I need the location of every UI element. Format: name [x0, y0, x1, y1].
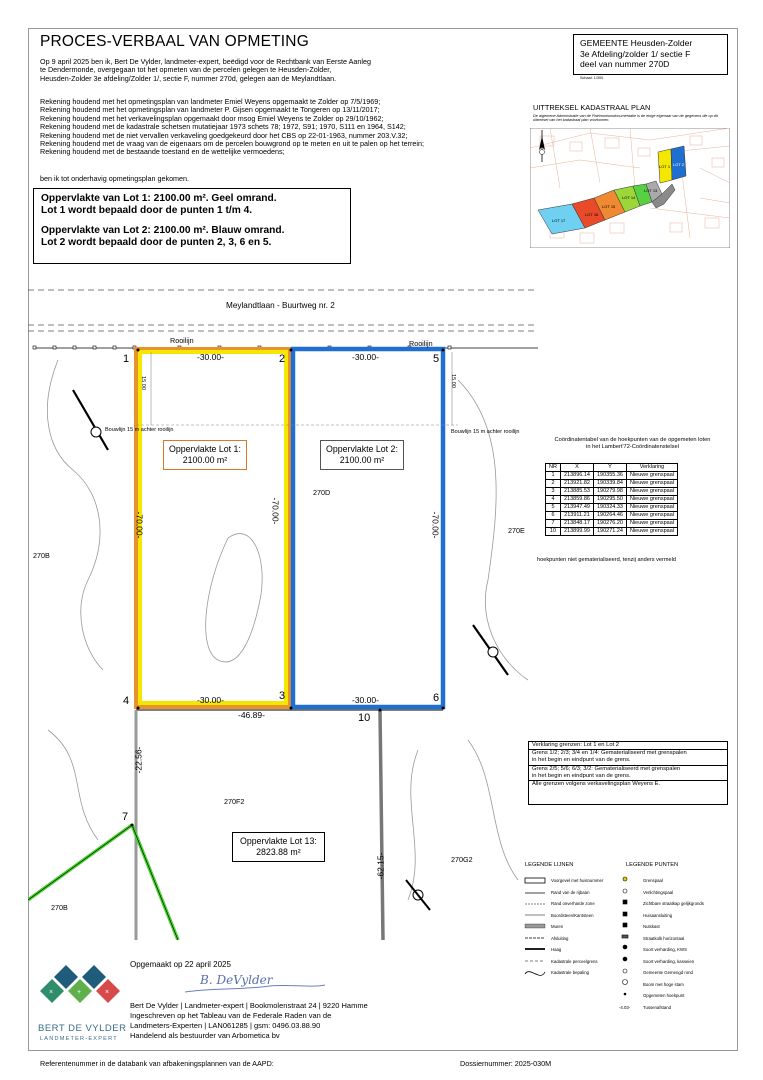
gemeente-box [573, 34, 728, 75]
legend-item: Nutskast [643, 924, 660, 929]
kadaster-lot-label: LOT 16 [585, 212, 599, 217]
table-cell: 7 [546, 520, 561, 528]
lot-summary-line: Lot 1 wordt bepaald door de punten 1 t/m 4. [41, 205, 253, 216]
legend-points-list [643, 875, 704, 1013]
table-row [546, 472, 678, 480]
table-cell: Nieuwe grenspaal [626, 528, 677, 536]
table-cell: 5 [546, 504, 561, 512]
kadaster-lot-label: LOT 13 [644, 188, 658, 193]
kadaster-lot-label: LOT 15 [602, 204, 616, 209]
legend-item: Haag [551, 947, 562, 952]
point-number: 10 [358, 712, 371, 724]
coord-title-line: in het Lambert'72-Coördinatenstelsel [586, 444, 679, 450]
legend-item: Soort verharding, KWS [643, 947, 687, 952]
table-cell: Nieuwe grenspaal [626, 504, 677, 512]
svg-text:×: × [49, 989, 54, 996]
point-number: 3 [279, 690, 286, 702]
table-row [546, 528, 678, 536]
agreement-text: ben ik tot onderhavig opmetingsplan gekomen. [40, 174, 190, 183]
dimension-label: -30.00- [352, 352, 379, 362]
legend-item: Boordsteen/Kantsteen [551, 912, 594, 918]
gemeente-line: deel van nummer 270D [580, 59, 670, 69]
legend-item: Boom met hoge stam [643, 981, 684, 987]
table-cell: 190279.98 [593, 488, 626, 496]
document-title: PROCES-VERBAAL VAN OPMETING [40, 33, 309, 50]
table-row [546, 496, 678, 504]
dimension-label: -30.00- [197, 695, 224, 705]
table-cell: 213947.49 [560, 504, 593, 512]
scale-label: Schaal: 1/300 [580, 76, 604, 80]
table-cell: 213921.82 [560, 480, 593, 488]
lot-label-line: 2100.00 m² [182, 455, 228, 465]
table-cell: Nieuwe grenspaal [626, 472, 677, 480]
kadaster-lot-label: LOT 2 [673, 162, 685, 167]
company-logo [40, 965, 120, 1013]
table-cell: 190271.24 [593, 528, 626, 536]
legend-item: Voorgevel met huisnummer [551, 878, 604, 883]
table-cell: 190276.20 [593, 520, 626, 528]
parcel-label: 270B [33, 551, 50, 560]
bouwlijn-label: Bouwlijn 15 m achter rooilijn [105, 427, 174, 433]
table-cell: 190355.36 [593, 472, 626, 480]
point-number: 2 [279, 353, 286, 365]
reference-line: Rekening houdend met het verkavelingsplan opgemaakt door msog Emiel Weyens te Zolder op 29/10/1962; [40, 113, 384, 123]
rooilijn-label: Rooilijn [409, 339, 433, 348]
explanation-line: Grens 1/2; 2/3; 3/4 en 1/4: Gematerialiseerd met grenspalen [532, 750, 687, 757]
coord-table-note: hoekpunten niet gematerialiseerd, tenzij anders vermeld [537, 557, 676, 563]
point-number: 6 [433, 692, 440, 704]
legend-item: Tussenafstand [643, 1004, 672, 1010]
dimension-label: -70.00- [430, 511, 441, 539]
boundary-explanation [528, 741, 728, 805]
table-row [546, 480, 678, 488]
table-cell: 213885.53 [560, 488, 593, 496]
lot-label-line: Oppervlakte Lot 1: [169, 444, 241, 454]
point-number: 5 [433, 353, 440, 365]
contact-line: Landmeters-Experten | LAN061285 | gsm: 0496.03.88.90 [130, 1021, 321, 1030]
lot2-area-label [320, 440, 404, 470]
table-cell: 213848.17 [560, 520, 593, 528]
table-cell: Nieuwe grenspaal [626, 496, 677, 504]
gemeente-line: 3e Afdeling/zolder 1/ sectie F [580, 48, 691, 59]
explanation-cell [529, 750, 727, 765]
dimension-label: -62.15- [375, 852, 386, 880]
parcel-label: 270D [313, 488, 331, 497]
legend-item: Zichtbare straatkap gelijkgronds [643, 901, 704, 906]
lot-summary-line: Lot 2 wordt bepaald door de punten 2, 3, 6 en 5. [41, 237, 272, 248]
legend-item: Rand onverharde zone [551, 901, 595, 906]
table-cell: 213911.21 [560, 512, 593, 520]
kadaster-subtitle: De algemene Administratie van de Patrimoniumdocumentatie is de enige eigenaar van de gegevens die op dit uittreksel van het kadastraal plan voorkomen. [533, 114, 718, 123]
coord-title-line: Coördinatentabel van de hoekpunten van de opgemeten loten [554, 437, 711, 443]
legend-points-title: LEGENDE PUNTEN [626, 862, 679, 868]
table-header: Verklaring [626, 464, 677, 472]
parcel-label: 270E [508, 526, 525, 535]
signature-image [180, 970, 330, 1000]
table-header: X [560, 464, 593, 472]
lot-label-line: 2100.00 m² [339, 455, 385, 465]
footer-dossier: Dossiernummer: 2025-030M [460, 1059, 552, 1068]
logo-name: BERT DE VYLDER [38, 1023, 127, 1034]
parcel-label: 270B [51, 903, 68, 912]
table-cell: 213859.86 [560, 496, 593, 504]
table-cell: Nieuwe grenspaal [626, 512, 677, 520]
legend-item: Opgemeten hoekpunt [643, 993, 685, 998]
reference-line: Rekening houdend met de niet vervallen verkaveling goedgekeurd door het CBS op 22-01-1963, nummer 203.V.32; [40, 130, 408, 140]
legend-lines-list [551, 875, 603, 979]
table-cell: 2 [546, 480, 561, 488]
kadaster-title: UITTREKSEL KADASTRAAL PLAN [533, 103, 651, 112]
table-cell: 1 [546, 472, 561, 480]
coordinate-table [545, 463, 678, 536]
dimension-label: -30.00- [197, 352, 224, 362]
dimension-label: -30.00- [352, 695, 379, 705]
table-header-row [546, 464, 678, 472]
street-name: Meylandtlaan - Buurtweg nr. 2 [226, 301, 335, 310]
table-row [546, 512, 678, 520]
dimension-label: -22.56- [133, 746, 144, 774]
table-header: NR [546, 464, 561, 472]
surveyor-contact [130, 1001, 420, 1041]
legend-item: Muren [551, 924, 564, 929]
table-header: Y [593, 464, 626, 472]
table-cell: 213899.99 [560, 528, 593, 536]
lot13-area-label [232, 832, 325, 862]
lot-summary-box [33, 188, 351, 264]
bouwlijn-label: Bouwlijn 15 m achter rooilijn [451, 429, 520, 435]
legend-lines-title: LEGENDE LIJNEN [525, 862, 574, 868]
table-cell: 190339.84 [593, 480, 626, 488]
made-on-date: Opgemaakt op 22 april 2025 [130, 960, 231, 969]
table-cell: 3 [546, 488, 561, 496]
lot-summary-line: Oppervlakte van Lot 1: 2100.00 m². Geel omrand. [41, 193, 277, 204]
dimension-label: 15.00 [449, 374, 456, 388]
kadaster-lot-label: LOT 1 [659, 164, 671, 169]
legend-item: Soort verharding, kasseien [643, 958, 695, 964]
legend-item: Grenspaal [643, 878, 663, 883]
explanation-line: in het begin en eindpunt van de grens. [532, 757, 631, 764]
tussenafstand-symbol: -4.03- [619, 1005, 631, 1010]
table-row [546, 520, 678, 528]
kadaster-lot-label: LOT 14 [622, 195, 636, 200]
table-cell: 6 [546, 512, 561, 520]
intro-line: Op 9 april 2025 ben ik, Bert De Vylder, landmeter-expert, beëdigd voor de Rechtbank van Eerste Aanleg [40, 57, 371, 66]
footer-reference: Referentenummer in de databank van afbakeningsplannen van de AAPD: [40, 1059, 274, 1068]
reference-line: Rekening houdend met de bestaande toestand en de wettelijke vermoedens; [40, 147, 285, 157]
reference-line: Rekening houdend met het opmetingsplan van landmeter P. Gijsen opgemaakt te Tongeren op 13/11/2017; [40, 105, 380, 115]
lot-label-line: Oppervlakte Lot 2: [326, 444, 398, 454]
legend-item: Kadastrale perceelgrens [551, 958, 598, 964]
legend-points-symbols [619, 874, 639, 1019]
explanation-line: Verklaring grenzen: Lot 1 en Lot 2 [529, 742, 727, 750]
legend-item: Verlichtingspaal [643, 889, 674, 895]
dimension-label: -46.89- [238, 710, 265, 720]
parcel-label: 270F2 [224, 797, 245, 806]
explanation-line: Grens 2/5; 5/6; 6/3; 3/2: Gematerialiseerd met grenspalen [532, 765, 681, 772]
reference-line: Rekening houdend met de vraag van de eigenaars om de percelen bouwgrond op te meten en uit te palen op het terrein; [40, 139, 424, 149]
dimension-label: 15.00 [139, 376, 146, 390]
contact-line: Handelend als bestuurder van Arbometica bv [130, 1031, 280, 1040]
table-cell: 190295.50 [593, 496, 626, 504]
explanation-line: in het begin en eindpunt van de grens. [532, 772, 631, 779]
intro-line: te Dendermonde, overgegaan tot het opmeten van de percelen gelegen te Heusden-Zolder, [40, 65, 332, 75]
explanation-cell [529, 766, 727, 781]
table-cell: Nieuwe grenspaal [626, 480, 677, 488]
reference-line: Rekening houdend met de kadastrale schetsen mutatiejaar 1973 schets 78; 1972, S91; 1970, S111 en 1964, S142; [40, 122, 406, 132]
svg-text:+: + [77, 989, 82, 996]
legend-lines-symbols [522, 874, 552, 986]
table-cell: 190264.46 [593, 512, 626, 520]
table-row [546, 504, 678, 512]
table-cell: 4 [546, 496, 561, 504]
kadaster-map [530, 128, 730, 248]
lot1-area-label [163, 440, 247, 470]
dimension-label: -70.00- [134, 511, 145, 539]
table-cell: 10 [546, 528, 561, 536]
kadaster-lot-label: LOT 17 [552, 218, 566, 223]
table-cell: 213896.14 [560, 472, 593, 480]
reference-line: Rekening houdend met het opmetingsplan van landmeter Emiel Weyens opgemaakt te Zolder op 7/5/1969; [40, 97, 381, 106]
table-cell: 190324.33 [593, 504, 626, 512]
dimension-label: -70.00- [270, 497, 281, 525]
point-number: 4 [123, 695, 130, 707]
references-list [40, 98, 510, 157]
contact-line: Bert De Vylder | Landmeter-expert | Bookmolenstraat 24 | 9220 Hamme [130, 1001, 368, 1010]
point-number: 7 [122, 811, 129, 823]
logo-subtitle: LANDMETER-EXPERT [40, 1036, 118, 1042]
intro-text [40, 58, 510, 83]
gemeente-line: GEMEENTE Heusden-Zolder [580, 38, 693, 48]
point-number: 1 [123, 353, 130, 365]
legend-item: Gemeente Gemengd rond [643, 970, 693, 975]
table-row [546, 488, 678, 496]
rooilijn-label: Rooilijn [170, 336, 194, 345]
signature-text: B. DeVylder [200, 973, 273, 987]
legend-item: Huisaansluiting [643, 912, 673, 918]
coord-table-title [535, 437, 730, 451]
svg-text:×: × [105, 989, 110, 996]
explanation-line: Alle grenzen volgens verkavelingsplan Weyens E. [532, 781, 661, 788]
lot-label-line: Oppervlakte Lot 13: [240, 836, 317, 846]
legend-item: Rand van de rijbaan [551, 889, 590, 895]
lot-label-line: 2823.88 m² [256, 847, 301, 857]
legend-item: Straatkolk horizontaal [643, 935, 685, 941]
legend-item: Kadastrale bepaling [551, 970, 589, 975]
intro-line: Heusden-Zolder 3e afdeling/Zolder 1/, sectie F, nummer 270d, gelegen aan de Meylandtlaan. [40, 73, 337, 83]
table-cell: Nieuwe grenspaal [626, 488, 677, 496]
legend-item: Afsluiting [551, 935, 569, 941]
contact-line: Ingeschreven op het Tableau van de Federale Raden van de [130, 1011, 332, 1020]
lot-summary-line: Oppervlakte van Lot 2: 2100.00 m². Blauw omrand. [41, 225, 285, 236]
parcel-label: 270G2 [451, 855, 473, 864]
table-cell: Nieuwe grenspaal [626, 520, 677, 528]
